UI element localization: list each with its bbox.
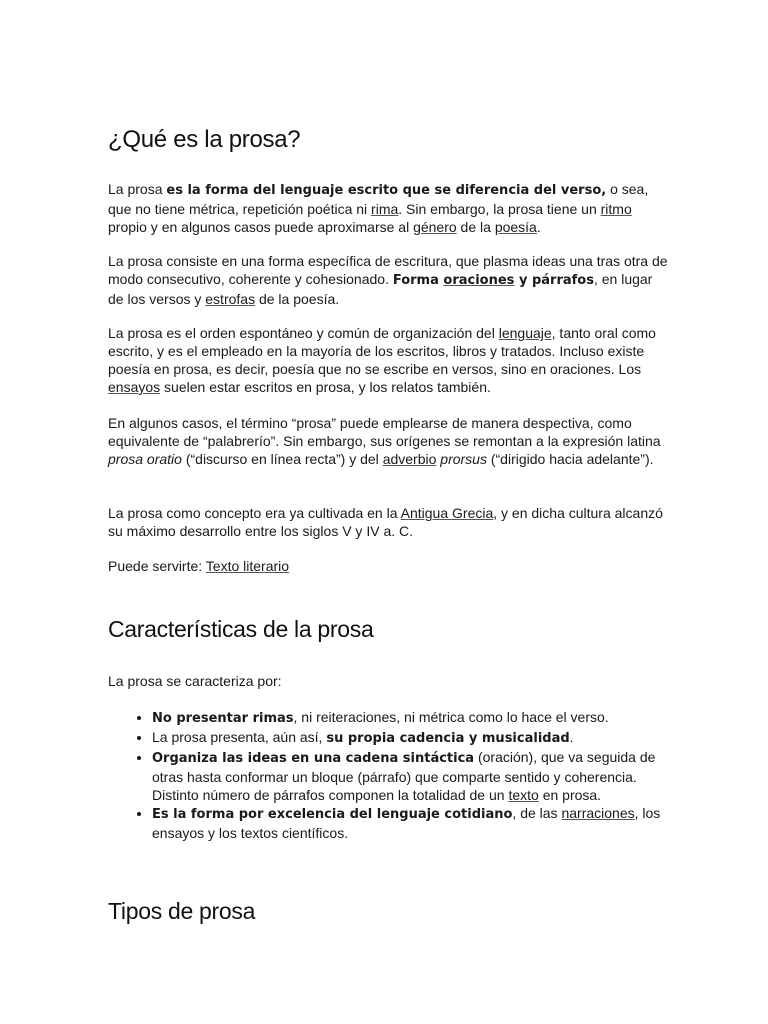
heading-tipos-de-prosa: Tipos de prosa <box>108 898 256 924</box>
link-genero[interactable]: género <box>413 219 457 235</box>
characteristics-list <box>108 708 672 842</box>
text: La prosa <box>108 181 167 197</box>
text: Puede servirte: <box>108 558 206 574</box>
text: , de las <box>512 805 562 821</box>
link-oraciones[interactable]: oraciones <box>443 273 515 288</box>
link-texto-literario[interactable]: Texto literario <box>205 558 290 574</box>
text: , y en dicha cultura alcanzó su máximo desarrollo entre los siglos V y IV a. C. <box>108 505 663 539</box>
text: , ni reiteraciones, ni métrica como lo hace el verso. <box>293 709 609 725</box>
italic-text: prosa oratio <box>108 451 182 467</box>
text: (“dirigido hacia adelante”). <box>486 451 654 467</box>
list-item <box>152 728 672 748</box>
text: o sea, que no tiene métrica, repetición poética ni <box>108 181 649 217</box>
text: La prosa como concepto era ya cultivada en la <box>108 505 401 521</box>
link-ensayos[interactable]: ensayos <box>108 379 161 395</box>
link-narraciones[interactable]: narraciones <box>561 805 635 821</box>
text: suelen estar escritos en prosa, y los relatos también. <box>160 379 491 395</box>
text: , tanto oral como escrito, y es el empleado en la mayoría de los escritos, libros y tratados. Incluso existe poesía en prosa, es decir, poesía que no se escribe en versos, sino en oraciones. Los <box>108 325 656 377</box>
bold-text: es la forma del lenguaje escrito que se diferencia del verso, <box>166 183 607 198</box>
bold-text: Forma <box>392 273 444 288</box>
paragraph-intro-list: La prosa se caracteriza por: <box>108 673 282 689</box>
paragraph-origins <box>108 414 668 468</box>
link-lenguaje[interactable]: lenguaje <box>498 325 552 341</box>
text: . <box>536 219 541 235</box>
link-adverbio[interactable]: adverbio <box>382 451 437 467</box>
bold-text: Organiza las ideas en una cadena sintáctica <box>152 751 475 766</box>
link-estrofas[interactable]: estrofas <box>205 291 256 307</box>
paragraph-writing-form <box>108 252 668 308</box>
list-item <box>152 748 672 804</box>
text: (oración), que va seguida de otras hasta conformar un bloque (párrafo) que comparte sentido y coherencia. Distinto número de párrafos componen la totalidad de un <box>152 749 656 803</box>
link-antigua-grecia[interactable]: Antigua Grecia <box>400 505 494 521</box>
bold-text: su propia cadencia y musicalidad <box>326 731 570 746</box>
italic-text: prorsus <box>440 451 487 467</box>
text: , en lugar de los versos y <box>108 271 653 307</box>
text: en prosa. <box>538 787 602 803</box>
list-item <box>152 804 672 842</box>
bold-text: y párrafos <box>514 273 594 288</box>
paragraph-greece <box>108 504 668 540</box>
paragraph-see-also <box>108 557 668 575</box>
text: (“discurso en línea recta”) y del <box>181 451 383 467</box>
text: de la poesía. <box>255 291 340 307</box>
text: , los ensayos y los textos científicos. <box>152 805 661 841</box>
link-texto[interactable]: texto <box>508 787 539 803</box>
heading-caracteristicas: Características de la prosa <box>108 616 374 642</box>
paragraph-definition <box>108 180 668 236</box>
link-poesia[interactable]: poesía <box>494 219 537 235</box>
bold-text: No presentar rimas <box>152 711 294 726</box>
text: La prosa presenta, aún así, <box>152 729 327 745</box>
text: . <box>569 729 574 745</box>
list-item <box>152 708 672 728</box>
text: . Sin embargo, la prosa tiene un <box>398 201 601 217</box>
heading-que-es-la-prosa: ¿Qué es la prosa? <box>108 126 301 153</box>
link-rima[interactable]: rima <box>371 201 399 217</box>
text: propio y en algunos casos puede aproximarse al <box>108 219 414 235</box>
paragraph-order <box>108 324 668 396</box>
text: En algunos casos, el término “prosa” puede emplearse de manera despectiva, como equivalente de “palabrerío”. Sin embargo, sus orígenes se remontan a la expresión latina <box>108 415 661 449</box>
text: La prosa es el orden espontáneo y común de organización del <box>108 325 499 341</box>
bold-text: Es la forma por excelencia del lenguaje cotidiano <box>152 807 513 822</box>
link-ritmo[interactable]: ritmo <box>600 201 632 217</box>
text: La prosa consiste en una forma específica de escritura, que plasma ideas una tras otra de modo consecutivo, coherente y cohesionado. <box>108 253 668 287</box>
text: de la <box>456 219 495 235</box>
